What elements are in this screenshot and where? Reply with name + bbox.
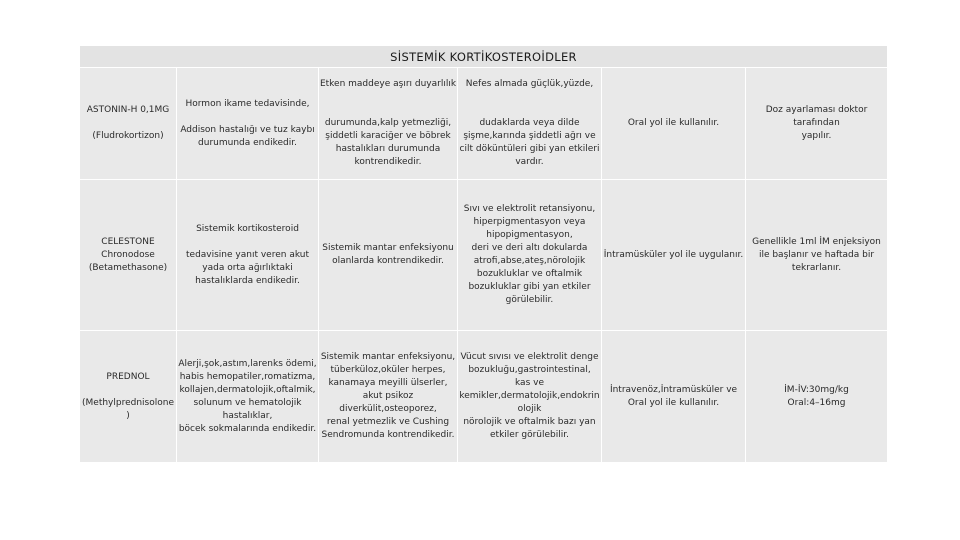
dose-cell: İM-İV:30mg/kg Oral:4–16mg (784, 384, 849, 408)
indication-cell: Alerji,şok,astım,larenks ödemi, habis hemopatiler,romatizma, kollajen,dermatolojik,oftalmik, solunum ve hematolojik hastalıklar, böcek sokmalarında endikedir. (178, 358, 317, 434)
route-cell: İntramüsküler yol ile uygulanır. (603, 249, 744, 260)
dose-cell: Doz ayarlaması doktor tarafından yapılır. (765, 105, 868, 141)
drug-name-cell: CELESTONE Chronodose (Betamethasone) (88, 236, 168, 273)
indication-cell: Sistemik kortikosteroid tedavisine yanıt veren akut yada orta ağırlıktaki hastalıklarda endikedir. (186, 223, 309, 286)
drug-name-cell: ASTONIN-H 0,1MG (Fludrokortizon) (86, 105, 170, 141)
drug-name-cell: PREDNOL (Methylprednisolone ) (82, 371, 174, 421)
corticosteroid-table (80, 46, 887, 462)
contraindication-cell: Etken maddeye aşırı duyarlılık durumunda,kalp yetmezliği, şiddetli karaciğer ve böbrek hastalıkları durumunda kontrendikedir. (319, 79, 457, 167)
contraindication-cell: Sistemik mantar enfeksiyonu olanlarda kontrendikedir. (322, 243, 454, 266)
side-effects-cell: Vücut sıvısı ve elektrolit denge bozukluğu,gastrointestinal, kas ve kemikler,dermatolojik,endokrin olojik nörolojik ve oftalmik bazı yan etkiler görülebilir. (459, 352, 600, 440)
table-title: SİSTEMİK KORTİKOSTEROİDLER (80, 46, 887, 67)
side-effects-cell: Sıvı ve elektrolit retansiyonu, hiperpigmentasyon veya hipopigmentasyon, deri ve deri altı dokularda atrofi,abse,ateş,nörolojik bozukluklar ve oftalmik bozukluklar gibi yan etkiler görülebilir. (463, 204, 596, 305)
indication-cell: Hormon ikame tedavisinde, Addison hastalığı ve tuz kaybı durumunda endikedir. (180, 98, 315, 148)
route-cell: Oral yol ile kullanılır. (627, 118, 720, 128)
route-cell: İntravenöz,İntramüsküler ve Oral yol ile kullanılır. (609, 384, 738, 408)
contraindication-cell: Sistemik mantar enfeksiyonu, tüberküloz,oküler herpes, kanamaya meyilli ülserler, akut psikoz diverkülit,osteoporez, renal yetmezlik ve Cushing Sendromunda kontrendikedir. (320, 352, 456, 440)
dose-cell: Genellikle 1ml İM enjeksiyon ile başlanır ve haftada bir tekrarlanır. (752, 236, 881, 273)
side-effects-cell: Nefes almada güçlük,yüzde, dudaklarda veya dilde şişme,karında şiddetli ağrı ve cilt döküntüleri gibi yan etkileri vardır. (459, 79, 600, 167)
